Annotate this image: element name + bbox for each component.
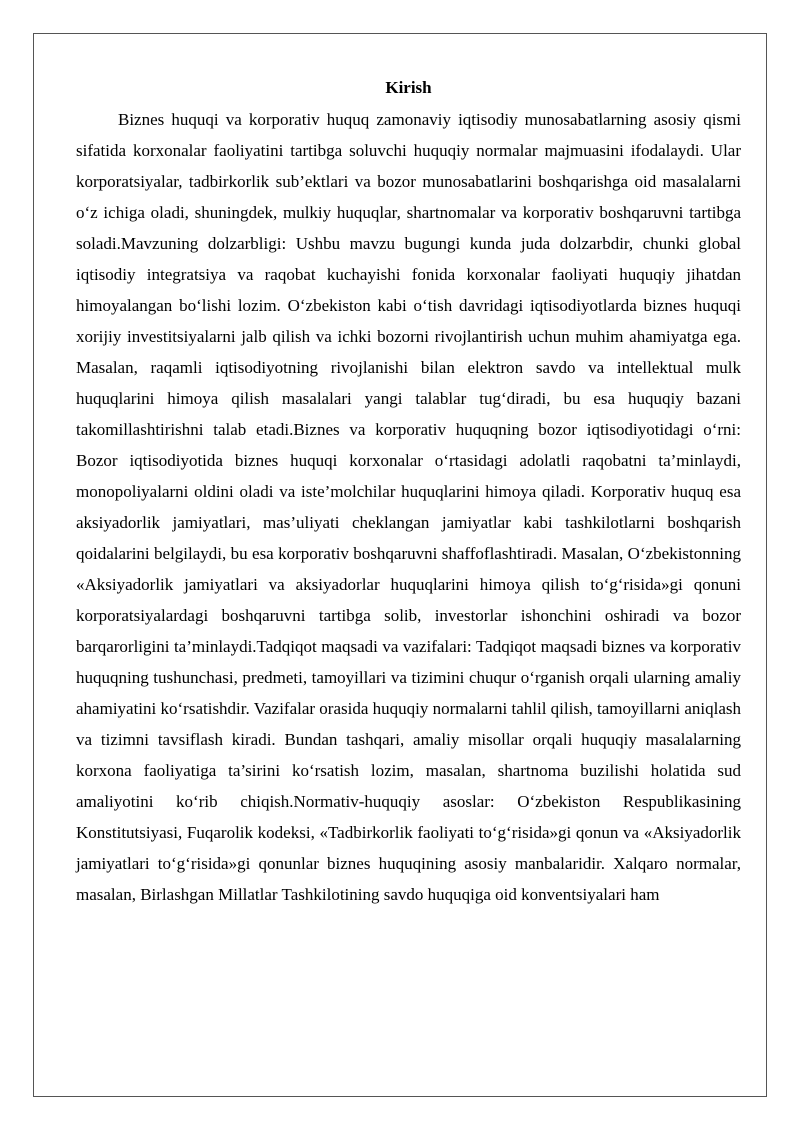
document-title: Kirish	[385, 78, 432, 97]
body-paragraph: Biznes huquqi va korporativ huquq zamonaviy iqtisodiy munosabatlarning asosiy qismi sifatida korxonalar faoliyatini tartibga soluvchi huquqiy normalar majmuasini ifodalaydi. Ular korporatsiyalar, tadbirkorlik sub’ektlari va bozor munosabatlarini boshqarishga oid masalalarni o‘z ichiga oladi, shuningdek, mulkiy huquqlar, shartnomalar va korporativ boshqaruvni tartibga soladi.Mavzuning dolzarbligi: Ushbu mavzu bugungi kunda juda dolzarbdir, chunki global iqtisodiy integratsiya va raqobat kuchayishi fonida korxonalar faoliyati huquqiy jihatdan himoyalangan bo‘lishi lozim. O‘zbekiston kabi o‘tish davridagi iqtisodiyotlarda biznes huquqi xorijiy investitsiyalarni jalb qilish va ichki bozorni rivojlantirish uchun muhim ahamiyatga ega. Masalan, raqamli iqtisodiyotning rivojlanishi bilan elektron savdo va intellektual mulk huquqlarini himoya qilish masalalari yangi talablar tug‘diradi, bu esa huquqiy bazani takomillashtirishni talab etadi.Biznes va korporativ huquqning bozor iqtisodiyotidagi o‘rni: Bozor iqtisodiyotida biznes huquqi korxonalar o‘rtasidagi adolatli raqobatni ta’minlaydi, monopoliyalarni oldini oladi va iste’molchilar huquqlarini himoya qiladi. Korporativ huquq esa aksiyadorlik jamiyatlari, mas’uliyati cheklangan jamiyatlar kabi tashkilotlarni boshqarish qoidalarini belgilaydi, bu esa korporativ boshqaruvni shaffoflashtiradi. Masalan, O‘zbekistonning «Aksiyadorlik jamiyatlari va aksiyadorlar huquqlarini himoya qilish to‘g‘risida»gi qonuni korporatsiyalardagi boshqaruvni tartibga solib, investorlar ishonchini oshiradi va bozor barqarorligini ta’minlaydi.Tadqiqot maqsadi va vazifalari: Tadqiqot maqsadi biznes va korporativ huquqning tushunchasi, predmeti, tamoyillari va tizimini chuqur o‘rganish orqali ularning amaliy ahamiyatini ko‘rsatishdir. Vazifalar orasida huquqiy normalarni tahlil qilish, tamoyillarni aniqlash va tizimni tavsiflash kiradi. Bundan tashqari, amaliy misollar orqali huquqiy masalalarning korxona faoliyatiga ta’sirini ko‘rsatish lozim, masalan, shartnoma buzilishi holatida sud amaliyotini ko‘rib chiqish.Normativ-huquqiy asoslar: O‘zbekiston Respublikasining Konstitutsiyasi, Fuqarolik kodeksi, «Tadbirkorlik faoliyati to‘g‘risida»gi qonun va «Aksiyadorlik jamiyatlari to‘g‘risida»gi qonunlar biznes huquqining asosiy manbalaridir. Xalqaro normalar, masalan, Birlashgan Millatlar Tashkilotining savdo huquqiga oid konventsiyalari ham	[76, 110, 741, 904]
document-body	[76, 75, 741, 910]
